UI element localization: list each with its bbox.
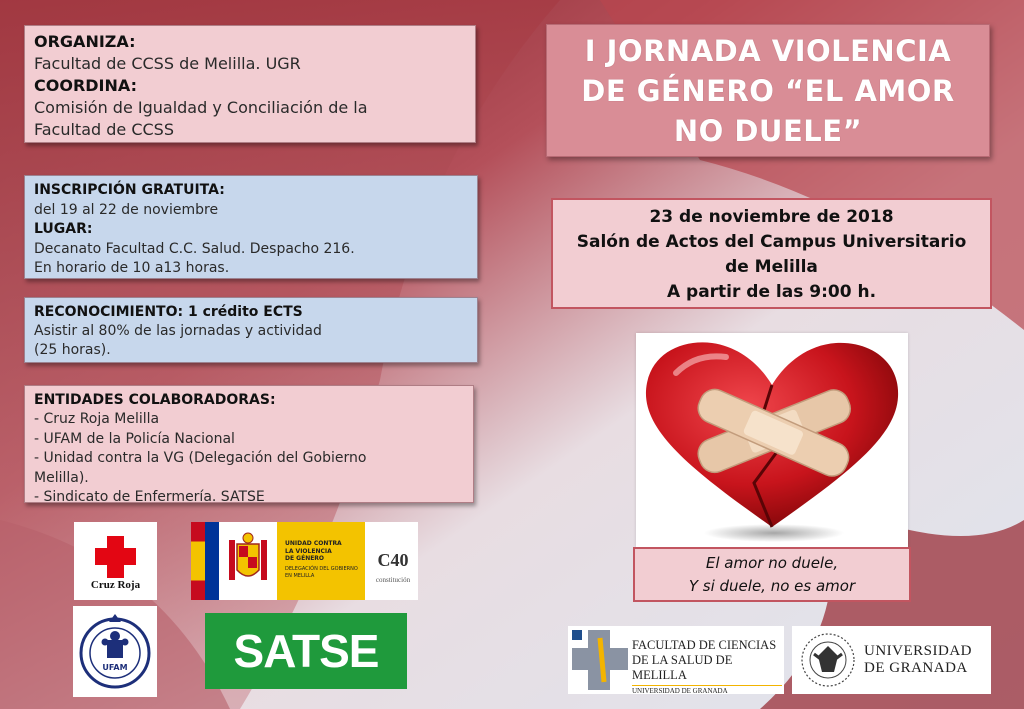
vg-line-4: DELEGACIÓN DEL GOBIERNO <box>285 565 358 572</box>
lugar-label: LUGAR: <box>34 221 93 237</box>
reconocimiento-label: RECONOCIMIENTO: 1 crédito ECTS <box>34 304 303 320</box>
quote-line-1: El amor no duele, <box>705 554 839 572</box>
ugr-seal-icon <box>800 632 856 688</box>
ufam-policia-logo <box>73 606 157 697</box>
quote-box <box>633 547 911 602</box>
title-line-3: NO DUELE” <box>673 114 863 148</box>
lugar-text-1: Decanato Facultad C.C. Salud. Despacho 216. <box>34 240 355 257</box>
organiza-text: Facultad de CCSS de Melilla. UGR <box>34 54 301 73</box>
entidades-item: - Cruz Roja Melilla <box>34 411 160 428</box>
facultad-line-2: DE LA SALUD DE MELILLA <box>632 653 733 682</box>
reconocimiento-text-1: Asistir al 80% de las jornadas y actividad <box>34 323 322 339</box>
quote-line-2: Y si duele, no es amor <box>688 577 856 595</box>
unidad-violencia-genero-logo <box>191 522 418 600</box>
ugr-line-2: DE GRANADA <box>864 660 968 676</box>
event-place-2: de Melilla <box>725 257 818 277</box>
coat-of-arms-icon <box>223 530 273 592</box>
entidades-item: - Unidad contra la VG (Delegación del Gobierno <box>34 450 367 467</box>
inscripcion-dates: del 19 al 22 de noviembre <box>34 201 219 218</box>
bandaged-heart-image <box>636 333 908 547</box>
reconocimiento-box <box>24 297 478 363</box>
vg-line-1: UNIDAD CONTRA <box>285 540 342 547</box>
facultad-line-1: FACULTAD DE CIENCIAS <box>632 638 777 652</box>
event-date: 23 de noviembre de 2018 <box>649 207 894 227</box>
entidades-box <box>24 385 474 506</box>
vg-text-panel <box>277 522 365 600</box>
facultad-text <box>632 638 782 697</box>
facultad-salud-logo <box>568 626 784 694</box>
inscripcion-label: INSCRIPCIÓN GRATUITA: <box>34 182 225 198</box>
red-cross-icon <box>74 522 157 582</box>
organiza-box <box>24 25 476 143</box>
title-line-1: I JORNADA VIOLENCIA <box>584 34 952 68</box>
entidades-label: ENTIDADES COLABORADORAS: <box>34 392 276 408</box>
satse-text: SATSE <box>233 625 379 677</box>
ufam-badge-icon <box>73 606 157 697</box>
heart-icon <box>636 333 908 547</box>
c40-logo: C40 <box>377 550 409 570</box>
entidades-item: - UFAM de la Policía Nacional <box>34 430 235 447</box>
vg-line-5: EN MELILLA <box>285 573 315 579</box>
entidades-item: Melilla). <box>34 469 89 486</box>
cruz-roja-logo <box>74 522 157 600</box>
entidades-item: - Sindicato de Enfermería. SATSE <box>34 489 265 506</box>
eu-stars-stripe <box>205 522 219 600</box>
ugr-logo <box>792 626 991 694</box>
reconocimiento-text-2: (25 horas). <box>34 342 111 358</box>
facultad-line-3: UNIVERSIDAD DE GRANADA <box>632 685 782 697</box>
event-place-1: Salón de Actos del Campus Universitario <box>576 232 967 252</box>
organiza-label: ORGANIZA: <box>34 32 136 51</box>
event-details-box <box>551 198 992 309</box>
satse-logo <box>205 613 407 689</box>
c40-sub: constitución <box>375 576 411 584</box>
ufam-label: UFAM <box>102 663 128 672</box>
coordina-label: COORDINA: <box>34 76 137 95</box>
ugr-text <box>864 643 989 677</box>
coordina-text-2: Facultad de CCSS <box>34 120 174 139</box>
inscripcion-box <box>24 175 478 279</box>
facultad-cross-icon <box>572 630 628 690</box>
event-time: A partir de las 9:00 h. <box>666 282 877 302</box>
title-line-2: DE GÉNERO “EL AMOR <box>581 74 955 108</box>
ugr-line-1: UNIVERSIDAD <box>864 643 972 659</box>
vg-line-3: DE GÉNERO <box>285 555 325 562</box>
lugar-text-2: En horario de 10 a13 horas. <box>34 260 230 276</box>
vg-line-2: LA VIOLENCIA <box>285 547 332 555</box>
cruz-roja-label: Cruz Roja <box>90 579 141 591</box>
event-title <box>546 24 990 157</box>
spain-flag-stripe <box>191 522 205 600</box>
coordina-text-1: Comisión de Igualdad y Conciliación de la <box>34 98 368 117</box>
